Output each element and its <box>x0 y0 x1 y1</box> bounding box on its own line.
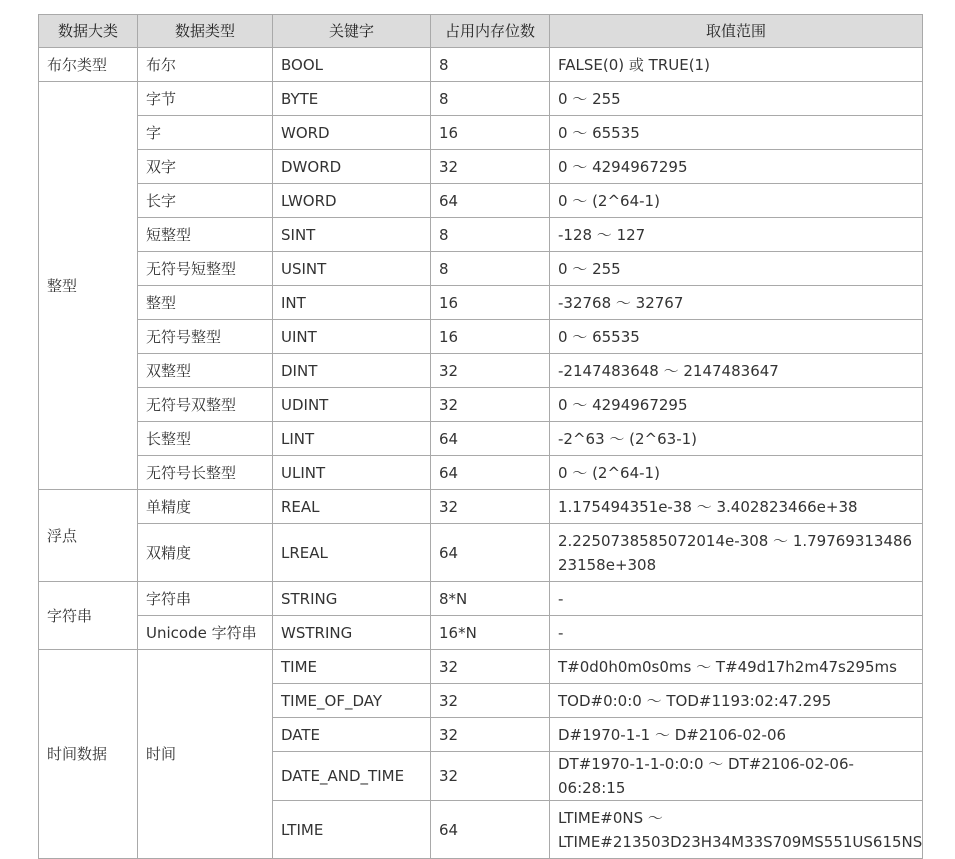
bits-cell: 32 <box>431 752 550 801</box>
keyword-cell: STRING <box>273 582 431 616</box>
category-cell: 布尔类型 <box>39 48 138 82</box>
bits-cell: 32 <box>431 490 550 524</box>
keyword-cell: WORD <box>273 116 431 150</box>
header-bits: 占用内存位数 <box>431 15 550 48</box>
range-cell: 0 ～ 65535 <box>550 116 923 150</box>
data-types-table <box>38 14 923 859</box>
keyword-cell: DATE_AND_TIME <box>273 752 431 801</box>
table-row <box>39 286 923 320</box>
bits-cell: 64 <box>431 184 550 218</box>
table-row <box>39 320 923 354</box>
type-cell: 时间 <box>138 650 273 859</box>
range-cell: 1.175494351e-38 ～ 3.402823466e+38 <box>550 490 923 524</box>
keyword-cell: TIME_OF_DAY <box>273 684 431 718</box>
table-row <box>39 524 923 582</box>
type-cell: 无符号短整型 <box>138 252 273 286</box>
header-row <box>39 15 923 48</box>
range-cell: - <box>550 616 923 650</box>
bits-cell: 64 <box>431 456 550 490</box>
bits-cell: 64 <box>431 524 550 582</box>
bits-cell: 16 <box>431 116 550 150</box>
type-cell: 双字 <box>138 150 273 184</box>
bits-cell: 8*N <box>431 582 550 616</box>
bits-cell: 32 <box>431 650 550 684</box>
keyword-cell: TIME <box>273 650 431 684</box>
keyword-cell: USINT <box>273 252 431 286</box>
keyword-cell: INT <box>273 286 431 320</box>
range-cell: 0 ～ 65535 <box>550 320 923 354</box>
header-range: 取值范围 <box>550 15 923 48</box>
table-row <box>39 388 923 422</box>
bits-cell: 64 <box>431 801 550 859</box>
keyword-cell: LREAL <box>273 524 431 582</box>
table-row <box>39 150 923 184</box>
bits-cell: 32 <box>431 684 550 718</box>
range-cell: FALSE(0) 或 TRUE(1) <box>550 48 923 82</box>
type-cell: 无符号整型 <box>138 320 273 354</box>
keyword-cell: BOOL <box>273 48 431 82</box>
range-cell: 2.2250738585072014e-308 ～ 1.7976931348623158e+308 <box>550 524 923 582</box>
table-row <box>39 82 923 116</box>
range-cell: DT#1970-1-1-0:0:0 ～ DT#2106-02-06-06:28:15 <box>550 752 923 801</box>
range-cell: 0 ～ (2^64-1) <box>550 456 923 490</box>
type-cell: 单精度 <box>138 490 273 524</box>
keyword-cell: BYTE <box>273 82 431 116</box>
bits-cell: 32 <box>431 150 550 184</box>
keyword-cell: REAL <box>273 490 431 524</box>
range-cell: -2^63 ～ (2^63-1) <box>550 422 923 456</box>
keyword-cell: ULINT <box>273 456 431 490</box>
bits-cell: 16 <box>431 320 550 354</box>
category-cell: 整型 <box>39 82 138 490</box>
range-cell: 0 ～ 255 <box>550 82 923 116</box>
range-cell: 0 ～ (2^64-1) <box>550 184 923 218</box>
bits-cell: 8 <box>431 82 550 116</box>
type-cell: 无符号双整型 <box>138 388 273 422</box>
keyword-cell: UINT <box>273 320 431 354</box>
table-row <box>39 116 923 150</box>
type-cell: 字符串 <box>138 582 273 616</box>
keyword-cell: UDINT <box>273 388 431 422</box>
table-row <box>39 184 923 218</box>
range-cell: 0 ～ 255 <box>550 252 923 286</box>
bits-cell: 32 <box>431 718 550 752</box>
range-cell: -128 ～ 127 <box>550 218 923 252</box>
range-cell: D#1970-1-1 ～ D#2106-02-06 <box>550 718 923 752</box>
bits-cell: 16 <box>431 286 550 320</box>
keyword-cell: DWORD <box>273 150 431 184</box>
table-row <box>39 422 923 456</box>
type-cell: 字节 <box>138 82 273 116</box>
table-row <box>39 616 923 650</box>
category-cell: 浮点 <box>39 490 138 582</box>
type-cell: 双精度 <box>138 524 273 582</box>
range-cell: T#0d0h0m0s0ms ～ T#49d17h2m47s295ms <box>550 650 923 684</box>
table-row <box>39 48 923 82</box>
table-row <box>39 650 923 684</box>
type-cell: 布尔 <box>138 48 273 82</box>
range-cell: -2147483648 ～ 2147483647 <box>550 354 923 388</box>
header-keyword: 关键字 <box>273 15 431 48</box>
type-cell: 长整型 <box>138 422 273 456</box>
range-cell: TOD#0:0:0 ～ TOD#1193:02:47.295 <box>550 684 923 718</box>
table-row <box>39 354 923 388</box>
type-cell: 双整型 <box>138 354 273 388</box>
category-cell: 字符串 <box>39 582 138 650</box>
range-cell: 0 ～ 4294967295 <box>550 150 923 184</box>
keyword-cell: LINT <box>273 422 431 456</box>
keyword-cell: WSTRING <box>273 616 431 650</box>
category-cell: 时间数据 <box>39 650 138 859</box>
type-cell: 整型 <box>138 286 273 320</box>
range-cell: -32768 ～ 32767 <box>550 286 923 320</box>
keyword-cell: LTIME <box>273 801 431 859</box>
range-line: LTIME#0NS ～ <box>558 808 663 827</box>
range-cell <box>550 801 923 859</box>
table-row <box>39 456 923 490</box>
bits-cell: 8 <box>431 218 550 252</box>
bits-cell: 64 <box>431 422 550 456</box>
range-cell: 0 ～ 4294967295 <box>550 388 923 422</box>
table-row <box>39 490 923 524</box>
bits-cell: 8 <box>431 252 550 286</box>
bits-cell: 32 <box>431 388 550 422</box>
keyword-cell: DATE <box>273 718 431 752</box>
type-cell: 无符号长整型 <box>138 456 273 490</box>
bits-cell: 8 <box>431 48 550 82</box>
header-data-type: 数据类型 <box>138 15 273 48</box>
range-cell: - <box>550 582 923 616</box>
table-row <box>39 252 923 286</box>
bits-cell: 16*N <box>431 616 550 650</box>
header-category: 数据大类 <box>39 15 138 48</box>
type-cell: 字 <box>138 116 273 150</box>
keyword-cell: DINT <box>273 354 431 388</box>
type-cell: 长字 <box>138 184 273 218</box>
range-line: LTIME#213503D23H34M33S709MS551US615NS <box>558 832 923 851</box>
bits-cell: 32 <box>431 354 550 388</box>
table-row <box>39 218 923 252</box>
keyword-cell: SINT <box>273 218 431 252</box>
table-row <box>39 582 923 616</box>
type-cell: 短整型 <box>138 218 273 252</box>
keyword-cell: LWORD <box>273 184 431 218</box>
type-cell: Unicode 字符串 <box>138 616 273 650</box>
